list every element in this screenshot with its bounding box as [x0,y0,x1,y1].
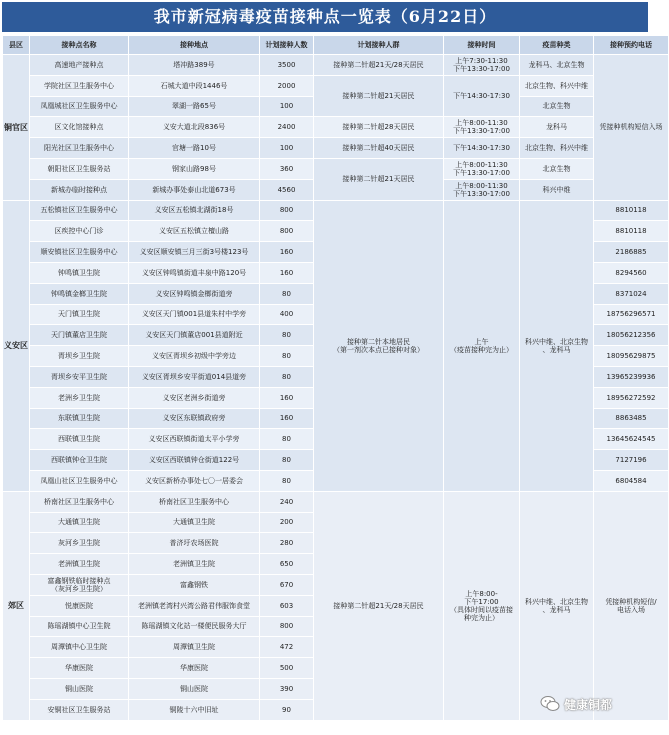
header-cell: 接种点名称 [30,36,129,55]
site-count: 603 [260,595,314,616]
site-place: 老洲镇卫生院 [129,554,260,575]
site-name: 天门镇卫生院 [30,304,129,325]
site-name: 区文化馆接种点 [30,117,129,138]
site-count: 390 [260,678,314,699]
site-vaccine: 科兴中维、北京生物 、龙科马 [520,491,594,720]
site-name: 老洲镇卫生院 [30,554,129,575]
site-count: 400 [260,304,314,325]
site-crowd: 接种第二针超40天居民 [314,138,444,159]
site-name: 西联镇卫生院 [30,429,129,450]
site-vaccine: 科兴中维、北京生物 、龙科马 [520,200,594,491]
site-name: 顺安镇社区卫生服务中心 [30,242,129,263]
site-name: 新城办临时接种点 [30,179,129,200]
site-time: 上午 （疫苗接种完为止） [444,200,520,491]
site-place: 翠湖一路65号 [129,96,260,117]
site-vaccine: 北京生物、科兴中维 [520,75,594,96]
site-place: 老洲镇老湾村兴湾公路君伟服饰食堂 [129,595,260,616]
site-name: 区疾控中心门诊 [30,221,129,242]
site-place: 义安区西联镇街道太平小学旁 [129,429,260,450]
site-name: 灰河乡卫生院 [30,533,129,554]
site-count: 670 [260,574,314,595]
site-crowd: 接种第二针超28天居民 [314,117,444,138]
site-name: 安铜社区卫生服务站 [30,699,129,720]
header-row [3,36,669,55]
site-name: 桥南社区卫生服务中心 [30,491,129,512]
site-place: 铜山医院 [129,678,260,699]
site-count: 2400 [260,117,314,138]
site-phone: 13645624545 [594,429,669,450]
site-phone: 18756296571 [594,304,669,325]
site-crowd: 接种第二针超21天/28天居民 [314,55,444,76]
site-name: 铜山医院 [30,678,129,699]
site-place: 义安区新桥办事处七〇一居委会 [129,470,260,491]
vaccination-table [2,35,669,721]
header-cell: 县区 [3,36,30,55]
site-name: 富鑫钢铁临时接种点 （灰河乡卫生院） [30,574,129,595]
county-cell: 郊区 [3,491,30,720]
site-place: 塔冲路389号 [129,55,260,76]
site-phone: 8863485 [594,408,669,429]
site-place: 陈瑶湖镇文化站一楼便民服务大厅 [129,616,260,637]
site-place: 义安区胥坝乡安平街道014县道旁 [129,366,260,387]
site-place: 义安区顺安镇三月三街3号楼123号 [129,242,260,263]
site-name: 五松镇社区卫生服务中心 [30,200,129,221]
site-vaccine: 龙科马 [520,117,594,138]
site-place: 新城办事处泰山北道673号 [129,179,260,200]
site-phone: 2186885 [594,242,669,263]
site-phone: 13965239936 [594,366,669,387]
site-count: 500 [260,658,314,679]
site-count: 2000 [260,75,314,96]
site-place: 义安区西联镇钟仓街道122号 [129,450,260,471]
site-place: 义安区胥坝乡初级中学旁边 [129,346,260,367]
county-cell: 铜官区 [3,55,30,201]
site-place: 普济圩农场医院 [129,533,260,554]
site-count: 160 [260,387,314,408]
table-row [3,117,669,138]
site-name: 凤凰城社区卫生服务中心 [30,96,129,117]
site-place: 义安区老洲乡街道旁 [129,387,260,408]
site-count: 80 [260,325,314,346]
header-cell: 接种时间 [444,36,520,55]
site-phone: 18095629875 [594,346,669,367]
site-name: 东联镇卫生院 [30,408,129,429]
site-count: 80 [260,470,314,491]
header-cell: 疫苗种类 [520,36,594,55]
site-crowd: 接种第二针超21天居民 [314,75,444,117]
table-row [3,200,669,221]
site-count: 280 [260,533,314,554]
site-place: 义安区天门镇董店001县道附近 [129,325,260,346]
site-phone: 7127196 [594,450,669,471]
site-count: 80 [260,366,314,387]
site-vaccine: 北京生物、科兴中维 [520,138,594,159]
site-name: 阳光社区卫生服务中心 [30,138,129,159]
watermark [540,692,612,716]
site-count: 650 [260,554,314,575]
table-row [3,55,669,76]
site-place: 义安区五松镇北湖街18号 [129,200,260,221]
site-phone: 8810118 [594,221,669,242]
site-name: 学院社区卫生服务中心 [30,75,129,96]
site-place: 桥南社区卫生服务中心 [129,491,260,512]
site-count: 160 [260,262,314,283]
site-count: 100 [260,138,314,159]
site-name: 高速地产接种点 [30,55,129,76]
site-count: 80 [260,429,314,450]
site-count: 80 [260,283,314,304]
site-place: 铜陵十六中旧址 [129,699,260,720]
site-name: 周潭镇中心卫生院 [30,637,129,658]
site-phone: 18956272592 [594,387,669,408]
site-vaccine: 北京生物 [520,158,594,179]
site-name: 悦康医院 [30,595,129,616]
site-phone: 凭接种机构短信/ 电话入场 [594,491,669,720]
site-vaccine: 龙科马、北京生物 [520,55,594,76]
site-name: 凤凰山社区卫生服务中心 [30,470,129,491]
site-crowd: 接种第二针本地居民 （第一剂次本点已接种对象） [314,200,444,491]
page-title: 我市新冠病毒疫苗接种点一览表（6月22日） [2,2,648,32]
site-count: 800 [260,221,314,242]
table-row [3,75,669,96]
site-place: 义安区钟鸣镇金榔街道旁 [129,283,260,304]
site-place: 钢家山路98号 [129,158,260,179]
site-phone: 8294560 [594,262,669,283]
site-name: 西联镇钟仓卫生院 [30,450,129,471]
site-name: 老洲乡卫生院 [30,387,129,408]
wechat-icon [540,695,560,713]
site-count: 800 [260,200,314,221]
site-place: 义安区五松镇立檀山路 [129,221,260,242]
site-place: 石城大道中段1446号 [129,75,260,96]
site-crowd: 接种第二针超21天/28天居民 [314,491,444,720]
site-count: 160 [260,408,314,429]
site-name: 大通镇卫生院 [30,512,129,533]
site-count: 4560 [260,179,314,200]
site-count: 3500 [260,55,314,76]
site-time: 上午8:00-11:30 下午13:30-17:00 [444,158,520,179]
site-count: 472 [260,637,314,658]
site-count: 200 [260,512,314,533]
site-time: 上午8:00-11:30 下午13:30-17:00 [444,117,520,138]
site-name: 华康医院 [30,658,129,679]
site-time: 上午8:00- 下午17:00 （具体时间以疫苗接 种完为止） [444,491,520,720]
site-name: 陈瑶湖镇中心卫生院 [30,616,129,637]
site-place: 义安区钟鸣镇街道丰泉中路120号 [129,262,260,283]
site-place: 富鑫钢铁 [129,574,260,595]
site-name: 朝阳社区卫生服务站 [30,158,129,179]
site-place: 义安大道北段836号 [129,117,260,138]
site-vaccine: 北京生物 [520,96,594,117]
site-phone: 8371024 [594,283,669,304]
header-cell: 计划接种人数 [260,36,314,55]
site-phone: 凭接种机构短信入场 [594,55,669,201]
site-name: 钟鸣镇金榔卫生院 [30,283,129,304]
site-count: 360 [260,158,314,179]
site-crowd: 接种第二针超21天居民 [314,158,444,200]
table-row [3,491,669,512]
site-count: 100 [260,96,314,117]
site-place: 官塘一路10号 [129,138,260,159]
site-vaccine: 科兴中维 [520,179,594,200]
site-count: 800 [260,616,314,637]
site-count: 160 [260,242,314,263]
site-time: 上午7:30-11:30 下午13:30-17:00 [444,55,520,76]
site-count: 80 [260,346,314,367]
site-count: 240 [260,491,314,512]
table-row [3,138,669,159]
header-cell: 接种预约电话 [594,36,669,55]
site-time: 上午8:00-11:30 下午13:30-17:00 [444,179,520,200]
site-time: 下午14:30-17:30 [444,138,520,159]
county-cell: 义安区 [3,200,30,491]
site-place: 周潭镇卫生院 [129,637,260,658]
site-name: 胥坝乡卫生院 [30,346,129,367]
watermark-text: 健康铜都 [564,697,613,712]
site-name: 天门镇董店卫生院 [30,325,129,346]
site-phone: 8810118 [594,200,669,221]
table-row [3,158,669,179]
site-time: 下午14:30-17:30 [444,75,520,117]
site-place: 义安区东联镇政府旁 [129,408,260,429]
site-place: 义安区天门镇001县道朱村中学旁 [129,304,260,325]
site-phone: 6804584 [594,470,669,491]
site-place: 大通镇卫生院 [129,512,260,533]
site-phone: 18056212356 [594,325,669,346]
site-place: 华康医院 [129,658,260,679]
site-count: 80 [260,450,314,471]
site-name: 钟鸣镇卫生院 [30,262,129,283]
site-count: 90 [260,699,314,720]
site-name: 胥坝乡安平卫生院 [30,366,129,387]
header-cell: 计划接种人群 [314,36,444,55]
header-cell: 接种地点 [129,36,260,55]
